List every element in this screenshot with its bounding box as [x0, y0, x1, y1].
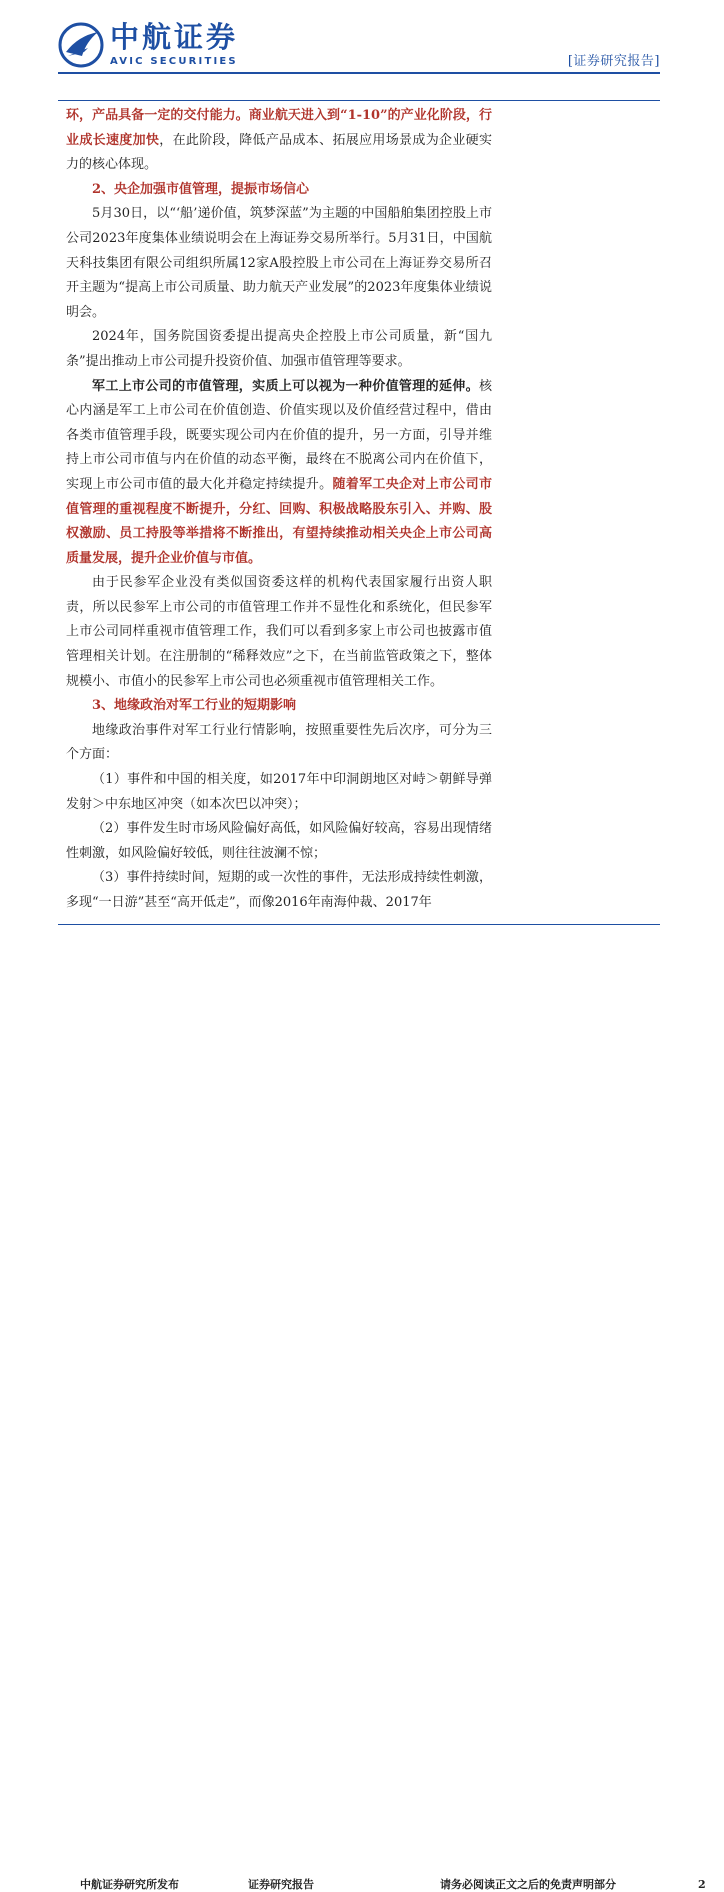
body-text: ，在此阶段，降低产品成本、拓展应用场景成为企业硬实力的核心体现。 — [66, 132, 492, 173]
paragraph-5: 由于民参军企业没有类似国资委这样的机构代表国家履行出资人职责，所以民参军上市公司的市值管理工作并不显性化和系统化，但民参军上市公司同样重视市值管理工作，我们可以看到多家上市公司也披露市值管理相关计划。在注册制的“稀释效应”之下，在当前监管政策之下，整体规模小、市值小的民参军上市公司也必须重视市值管理相关工作。 — [66, 575, 492, 689]
footer-disclaimer: 请务必阅读正文之后的免责声明部分 — [440, 1878, 616, 1891]
page-footer — [0, 936, 724, 1891]
body-text: 核心内涵是军工上市公司在价值创造、价值实现以及价值经营过程中，借由各类市值管理手段，既要实现公司内在价值的提升，另一方面，引导并维持上市公司市值与内在价值的动态平衡，最终在不脱离公司内在价值下，实现上市公司市值的最大化并稳定持续提升。 — [66, 378, 492, 492]
paragraph-3: 2024年，国务院国资委提出提高央企控股上市公司质量，新“国九条”提出推动上市公司提升投资价值、加强市值管理等要求。 — [66, 329, 492, 369]
list-item-3: （3）事件持续时间，短期的或一次性的事件，无法形成持续性刺激，多现“一日游”甚至“高开低走”，而像2016年南海仲裁、2017年 — [66, 870, 492, 910]
page-number: 2 — [698, 1878, 706, 1891]
section-heading-3: 3、地缘政治对军工行业的短期影响 — [92, 698, 297, 714]
footer-report-type: 证券研究报告 — [248, 1878, 314, 1891]
page-header — [0, 0, 724, 100]
bold-text: 军工上市公司的市值管理，实质上可以视为一种价值管理的延伸。 — [92, 378, 479, 394]
list-item-1: （1）事件和中国的相关度，如2017年中印洞朗地区对峙＞朝鲜导弹发射＞中东地区冲突（如本次巴以冲突）； — [66, 772, 492, 812]
paragraph-4 — [66, 375, 492, 572]
paragraph-2: 5月30日，以“‘船’递价值，筑梦深蓝”为主题的中国船舶集团控股上市公司2023年度集体业绩说明会在上海证券交易所举行。5月31日，中国航天科技集团有限公司组织所属12家A股控股上市公司在上海证券交易所召开主题为“提高上市公司质量、助力航天产业发展”的2023年度集体业绩说明会。 — [66, 206, 492, 320]
report-type-tag: [证券研究报告] — [567, 54, 660, 69]
list-item-2: （2）事件发生时市场风险偏好高低，如风险偏好较高，容易出现情绪性刺激，如风险偏好较低，则往往波澜不惊； — [66, 821, 492, 861]
paragraph-1 — [66, 104, 492, 178]
header-rule — [58, 72, 660, 74]
section-heading-2: 2、央企加强市值管理，提振市场信心 — [92, 181, 310, 197]
footer-publisher: 中航证券研究所发布 — [80, 1878, 179, 1891]
header-rule-thin — [58, 100, 660, 101]
avic-logo-icon — [58, 22, 104, 68]
highlight-text: 环，产品具备一定的交付能力。商业航天进入到“1-10”的产业化阶段，行业成长速度加快 — [66, 108, 492, 148]
highlight-text: 随着军工央企对上市公司市值管理的重视程度不断提升，分红、回购、积极战略股东引入、并购、股权激励、员工持股等举措将不断推出，有望持续推动相关央企上市公司高质量发展，提升企业价值与市值。 — [66, 476, 492, 566]
logo-english-name: AVIC SECURITIES — [110, 56, 238, 67]
logo-chinese-name: 中航证券 — [110, 20, 239, 54]
footer-rule — [58, 924, 660, 925]
report-body — [66, 104, 492, 916]
paragraph-6: 地缘政治事件对军工行业行情影响，按照重要性先后次序，可分为三个方面： — [66, 722, 492, 763]
